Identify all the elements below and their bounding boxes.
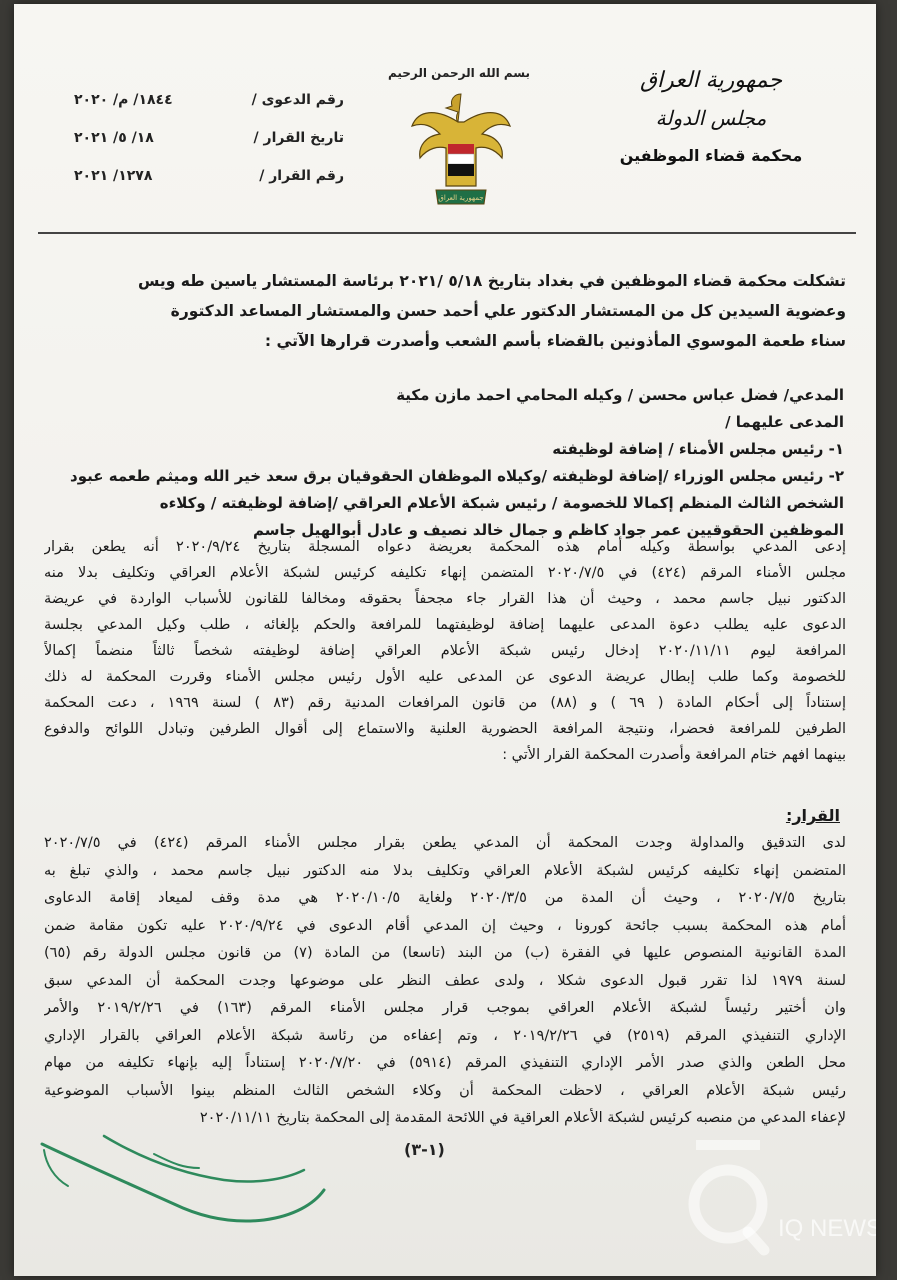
decision-number-row [74,168,344,206]
intro-line: وعضوية السيدين كل من المستشار الدكتور علي أحمد حسن والمستشار المساعد الدكتورة [170,302,846,320]
claim-line: للخصومة وكما طلب إبطال عريضة الدعوى عن المدعى عليه الأول رئيس مجلس الأمناء وقررت المحكمة له ذلك [44,669,846,685]
defendant-line: ٢- رئيس مجلس الوزراء /إضافة لوظيفته /وكيلاه الموظفان الحقوقيان برق سعد خير الله وميثم طعمه عبود [70,467,844,485]
decision-line: محل الطعن والذي صدر الأمر الإداري التنفيذي المرقم (٥٩١٤) في ٢٠٢٠/٧/٢٠ إستناداً إليه بإنهاء تكليفه من مهام [44,1055,846,1071]
iq-news-watermark-logo [686,1136,883,1276]
decision-line: المدة القانونية المنصوص عليها في الفقرة (ب) من البند (تاسعا) من المادة (٧) من قانون مجلس الدولة رقم (٦٥) [44,945,846,961]
parties-block [44,382,844,544]
case-number-value: ١٨٤٤/ م/ ٢٠٢٠ [74,92,173,108]
claim-line: الدكتور نبيل جاسم محمد ، وحيث أن هذا القرار جاء مجحفاً بحقوقه ومخالفا للقانون للأسباب الواردة في عريضة [44,591,846,607]
decision-line: الإداري التنفيذي المرقم (٢٥١٩) في ٢٠١٩/٢/٢٦ ، وتم إعفاءه من رئاسة شبكة الأعلام العراقي بالقرار الإداري [44,1027,846,1044]
signature [24,1124,354,1244]
decision-line: المتضمن إنهاء تكليفه كرئيس لشبكة الأعلام العراقي وتكليف بدلا منه الدكتور نبيل جاسم محمد ، والذي تبلغ به [44,862,846,879]
council-title: مجلس الدولة [655,106,767,130]
claim-line: مجلس الأمناء المرقم (٤٢٤) في ٢٠٢٠/٧/٥ المتضمن إنهاء تكليفه كرئيس لشبكة الأعلام العراقي وتكليف بدلا منه [44,565,846,581]
claim-line: إستناداً إلى أحكام المادة ( ٦٩ ) و (٨٨) من قانون المرافعات المدنية رقم (٨٣ ) لسنة ١٩٦٩ ، دعت المحكمة [44,695,846,711]
decision-date-row [74,130,344,168]
iraq-eagle-emblem-icon [406,86,516,226]
claim-paragraph [44,534,846,768]
decision-number-value: ١٢٧٨/ ٢٠٢١ [74,168,153,184]
decision-line: بتاريخ ٢٠٢٠/٧/٥ ، وحيث أن المدة من ٢٠٢٠/٣/٥ ولغاية ٢٠٢٠/١٠/٥ هي مدة وقف لميعاد إقامة الدعاوى [44,890,846,906]
decision-line: لإعفاء المدعي من منصبه كرئيس لشبكة الأعلام العراقية في اللائحة المقدمة إلى المحكمة بتاريخ ٢٠٢٠/١١/١١ [199,1110,846,1126]
basmala: بسم الله الرحمن الرحيم [387,66,531,80]
claim-line: الدعوى عليه يطلب دعوة المدعى عليهما إضافة لوظيفتهما للمرافعة والحكم بإلغائه ، طلب وكيل المدعي بجلسة [44,617,846,633]
claim-line: المرافعة ليوم ٢٠٢٠/١١/١١ إدخال رئيس شبكة الأعلام العراقي إضافة لوظيفته شخصاً ثالثاً منضماً إكمالاً [44,643,846,659]
page-number: (١-٣) [404,1140,445,1159]
decision-heading: القرار: [785,806,840,825]
header-divider [38,232,856,234]
decision-paragraph [44,830,846,1133]
third-party-line: الموظفين الحقوقيين عمر جواد كاظم و جمال خالد نصيف و عادل أبوالهيل جاسم [253,521,844,539]
claim-line: بينهما افهم ختام المرافعة وأصدرت المحكمة القرار الأتي : [502,747,846,763]
decision-line: أمام هذه المحكمة بسبب جائحة كورونا ، وحيث إن المدعي أقام الدعوى في ٢٠٢٠/٩/٢٤ عليه تكون مقامة ضمن [44,917,846,934]
claim-line: إدعى المدعي بواسطة وكيله أمام هذه المحكمة بعريضة دعواه المسجلة بتاريخ ٢٠٢٠/٩/٢٤ أنه يطعن بقرار [44,539,846,555]
intro-paragraph [44,266,846,356]
document-page [14,4,883,1276]
defendant-line: ١- رئيس مجلس الأمناء / إضافة لوظيفته [552,440,844,458]
decision-number-label: رقم القرار / [259,168,344,184]
defendants-label: المدعى عليهما / [725,413,844,431]
decision-line: لدى التدقيق والمداولة وجدت المحكمة أن المدعي يطعن بقرار مجلس الأمناء المرقم (٤٢٤) في ٢٠٢٠/٧/٥ [44,835,846,851]
plaintiff-line: المدعي/ فضل عباس محسن / وكيله المحامي احمد مازن مكية [396,386,844,404]
case-info [74,92,344,206]
decision-line: رئيس شبكة الأعلام العراقي ، لاحظت المحكمة أن وكلاء الشخص الثالث المنظم بينوا الأسباب الموضوعية [44,1082,846,1099]
letterhead-right [606,66,816,165]
emblem-caption: جمهورية العراق [438,194,484,202]
republic-title: جمهورية العراق [639,68,783,93]
case-number-label: رقم الدعوى / [251,92,344,108]
case-number-row [74,92,344,130]
decision-date-value: ١٨/ ٥/ ٢٠٢١ [74,130,154,146]
decision-date-label: تاريخ القرار / [253,130,344,146]
court-title: محكمة قضاء الموظفين [619,146,803,165]
third-party-line: الشخص الثالث المنظم إكمالا للخصومة / رئيس شبكة الأعلام العراقي /إضافة لوظيفته / وكلاءه [159,494,844,512]
decision-line: وان أختير رئيساً لشبكة الأعلام العراقي بموجب قرار مجلس الأمناء المرقم (١٦٣) في ٢٠١٩/٢/٢٦ والأمر [44,1000,846,1016]
intro-line: سناء طعمة الموسوي المأذونين بالقضاء بأسم الشعب وأصدرت قرارها الآتي : [264,332,846,350]
claim-line: الطرفين للمرافعة فحضرا، ونتيجة المرافعة الحضورية العلنية والاستماع إلى أقوال الطرفين وتبادل اللوائح والدفوع [44,721,846,737]
intro-line: تشكلت محكمة قضاء الموظفين في بغداد بتاريخ ٥/١٨ /٢٠٢١ برئاسة المستشار ياسين طه ويس [138,272,846,290]
watermark-text: IQ NEWS [778,1215,883,1242]
decision-line: لسنة ١٩٧٩ لذا تقرر قبول الدعوى شكلا ، ولدى عطف النظر على موضوعها وجدت المحكمة أن المدعي سبق [44,972,846,989]
